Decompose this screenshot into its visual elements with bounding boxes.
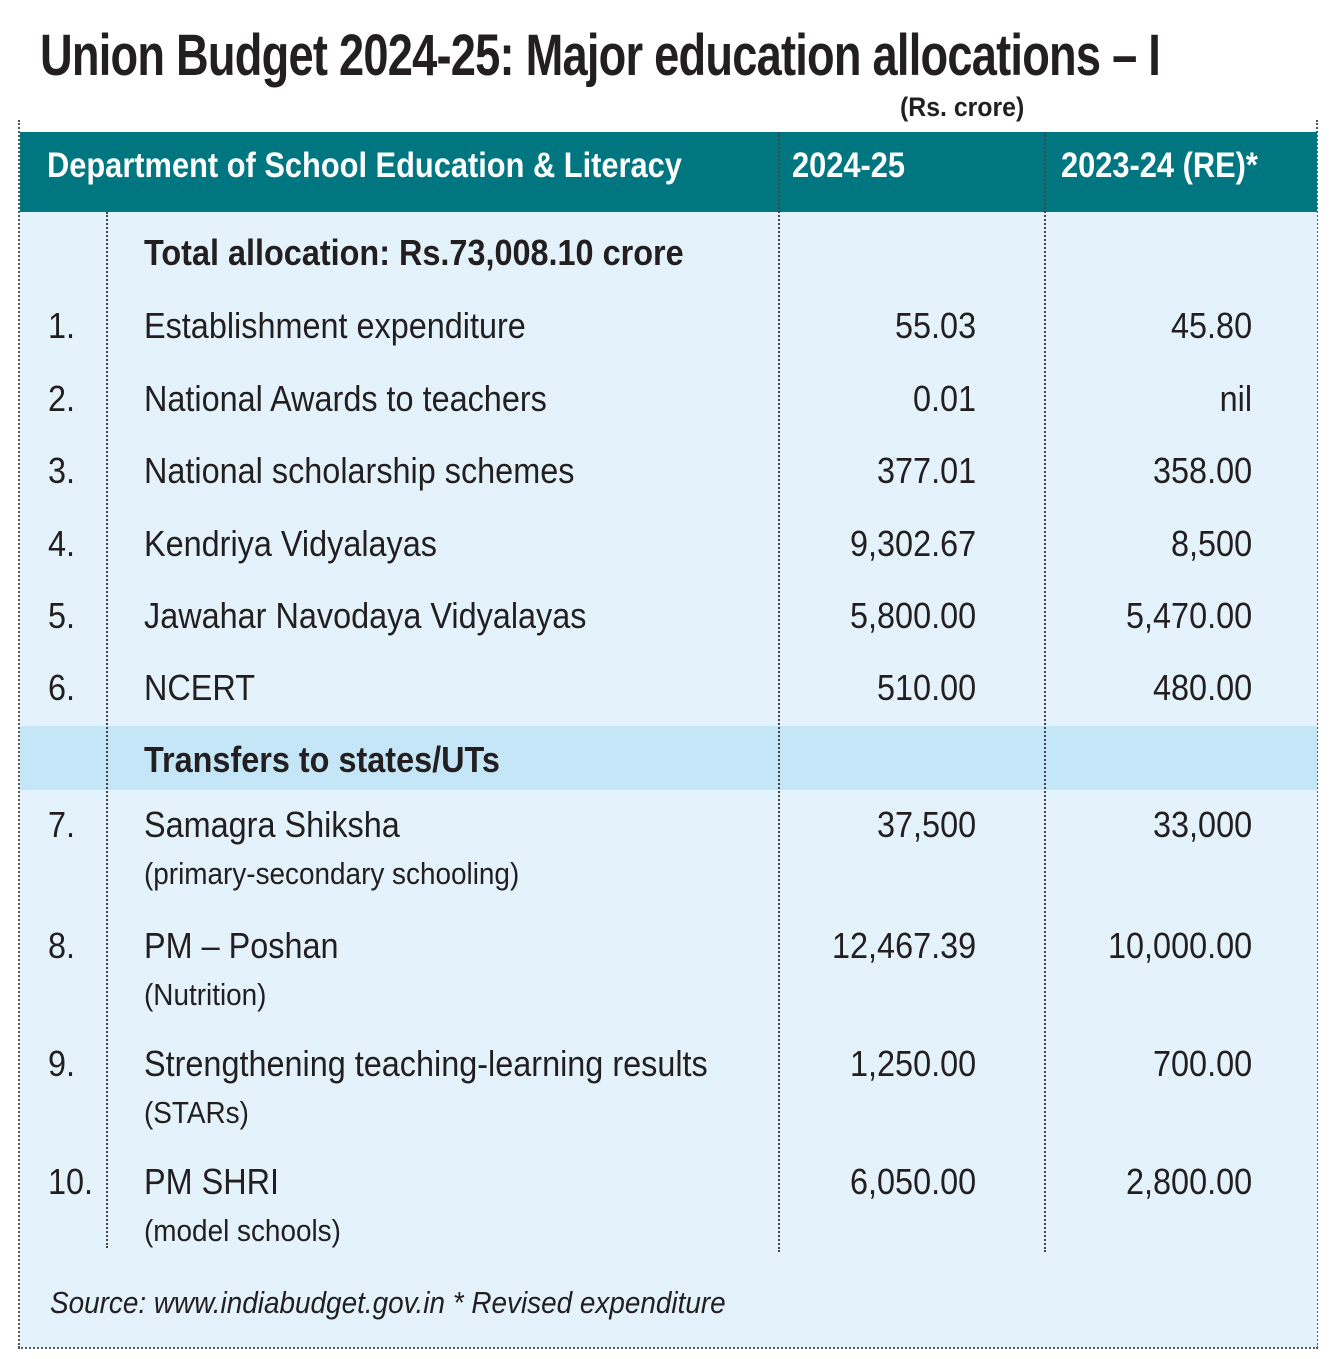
row-value-2023-24: 33,000 <box>1152 804 1252 845</box>
row-value-2024-25: 1,250.00 <box>849 1043 976 1084</box>
row-label: PM SHRI <box>144 1161 280 1202</box>
row-value-2024-25: 55.03 <box>894 305 976 346</box>
unit-label: (Rs. crore) <box>900 92 1025 122</box>
row-value-2024-25: 510.00 <box>876 667 976 708</box>
row-value-2024-25: 12,467.39 <box>831 925 976 966</box>
row-value-2023-24: 358.00 <box>1152 450 1252 491</box>
row-value-2023-24: 8,500 <box>1170 523 1252 564</box>
row-value-2023-24: 700.00 <box>1152 1043 1252 1084</box>
header-2024-25: 2024-25 <box>792 146 906 185</box>
row-value-2024-25: 0.01 <box>912 378 976 419</box>
row-label: National Awards to teachers <box>144 378 547 419</box>
page-title: Union Budget 2024-25: Major education allocations – I <box>40 23 1161 88</box>
total-allocation: Total allocation: Rs.73,008.10 crore <box>144 232 684 273</box>
separator-number-column <box>106 212 108 1248</box>
row-label: Strengthening teaching-learning results <box>144 1043 708 1084</box>
row-value-2024-25: 5,800.00 <box>849 595 976 636</box>
row-value-2023-24: 5,470.00 <box>1125 595 1252 636</box>
row-label: NCERT <box>144 667 256 708</box>
row-number: 1. <box>48 305 76 346</box>
row-number: 9. <box>48 1043 76 1084</box>
source-note: Source: www.indiabudget.gov.in * Revised expenditure <box>50 1285 726 1320</box>
header-department: Department of School Education & Literacy <box>47 146 682 185</box>
row-label: Samagra Shiksha <box>144 804 400 845</box>
row-label: Jawahar Navodaya Vidyalayas <box>144 595 587 636</box>
table-header <box>20 132 1317 212</box>
row-value-2023-24: 480.00 <box>1152 667 1252 708</box>
row-value-2024-25: 37,500 <box>876 804 976 845</box>
row-value-2024-25: 6,050.00 <box>849 1161 976 1202</box>
row-value-2023-24: nil <box>1219 378 1252 419</box>
row-value-2023-24: 2,800.00 <box>1125 1161 1252 1202</box>
row-number: 5. <box>48 595 76 636</box>
row-number: 6. <box>48 667 76 708</box>
row-label: Kendriya Vidyalayas <box>144 523 437 564</box>
row-number: 2. <box>48 378 76 419</box>
row-sublabel: (STARs) <box>144 1095 249 1130</box>
row-sublabel: (primary-secondary schooling) <box>144 856 520 891</box>
bottom-border <box>18 1347 1318 1349</box>
row-value-2023-24: 10,000.00 <box>1107 925 1252 966</box>
row-sublabel: (model schools) <box>144 1213 341 1248</box>
row-sublabel: (Nutrition) <box>144 977 267 1012</box>
header-2023-24: 2023-24 (RE)* <box>1061 146 1258 185</box>
row-number: 4. <box>48 523 76 564</box>
row-value-2023-24: 45.80 <box>1170 305 1252 346</box>
row-value-2024-25: 9,302.67 <box>849 523 976 564</box>
separator-2023-column <box>1044 132 1046 1252</box>
row-number: 7. <box>48 804 76 845</box>
row-label: Establishment expenditure <box>144 305 526 346</box>
row-number: 10. <box>48 1161 94 1202</box>
row-number: 3. <box>48 450 76 491</box>
row-label: National scholarship schemes <box>144 450 575 491</box>
separator-2024-column <box>778 132 780 1252</box>
row-label: PM – Poshan <box>144 925 339 966</box>
transfers-heading: Transfers to states/UTs <box>144 739 500 780</box>
row-number: 8. <box>48 925 76 966</box>
row-value-2024-25: 377.01 <box>876 450 976 491</box>
